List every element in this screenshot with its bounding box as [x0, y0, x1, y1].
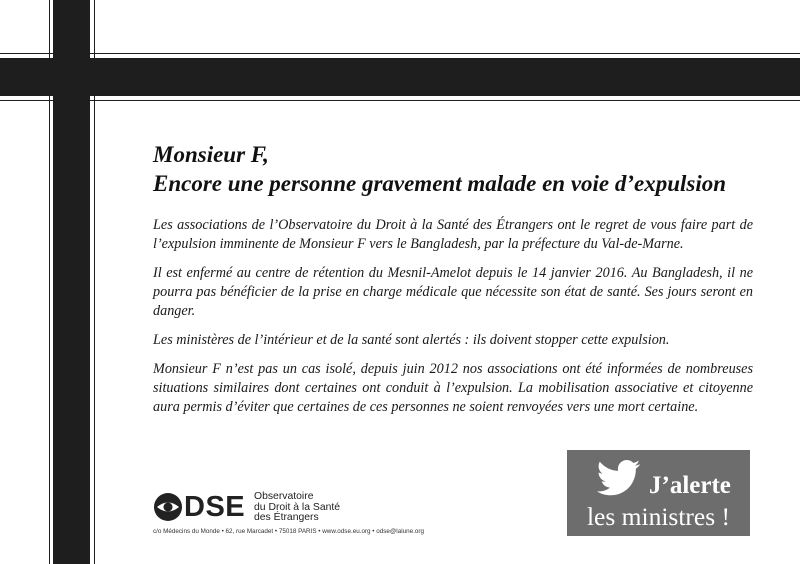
vertical-mourning-band — [53, 0, 90, 564]
eye-icon — [153, 492, 183, 522]
paragraph-ministries: Les ministères de l’intérieur et de la santé sont alertés : ils doivent stopper cette expulsion. — [153, 332, 670, 348]
alert-line-1: J’alerte — [649, 472, 731, 499]
announcement-content — [153, 140, 753, 427]
logo-name-line-1: Observatoire — [254, 491, 314, 502]
alert-line-2: les ministres ! — [586, 502, 731, 531]
title-line-1: Monsieur F, — [153, 142, 269, 167]
logo-letters: DSE — [184, 491, 246, 523]
logo-mark — [153, 492, 245, 522]
alert-ministers-button[interactable] — [567, 450, 750, 536]
logo-name-line-2: du Droit à la Santé — [254, 501, 341, 513]
bottom-border-thin-rule — [0, 100, 800, 101]
paragraph-intro: Les associations de l’Observatoire du Droit à la Santé des Étrangers ont le regret de vous faire part de l’expulsion imminente de Monsieur F vers le Bangladesh, par la préfecture du Val-de-Marne. — [153, 217, 753, 252]
twitter-bird-icon — [597, 460, 641, 496]
top-border-thin-rule — [0, 53, 800, 54]
logo-name-line-3: des Étrangers — [254, 512, 319, 523]
paragraph-detention: Il est enfermé au centre de rétention du Mesnil-Amelot depuis le 14 janvier 2016. Au Bangladesh, il ne pourra pas bénéficier de la prise en charge médicale que nécessite son état de santé. Ses jours seront en danger. — [153, 265, 753, 319]
announcement-title — [153, 140, 753, 198]
paragraph-context: Monsieur F n’est pas un cas isolé, depuis juin 2012 nos associations ont été informées de nombreuses situations similaires dont certaines ont conduit à l’expulsion. La mobilisation associative et citoyenne aura permis d’éviter que certaines de ces personnes ne soient renvoyées vers une mort certaine. — [153, 361, 753, 415]
postal-address: c/o Médecins du Monde • 62, rue Marcadet • 75018 PARIS • www.odse.eu.org • odse@lalune.org — [153, 528, 424, 535]
right-thin-rule — [94, 0, 95, 564]
odse-logo — [153, 492, 453, 542]
title-line-2: Encore une personne gravement malade en voie d’expulsion — [153, 171, 727, 196]
left-thin-rule — [49, 0, 50, 564]
horizontal-mourning-band — [0, 58, 800, 96]
logo-organization-name — [254, 492, 340, 524]
